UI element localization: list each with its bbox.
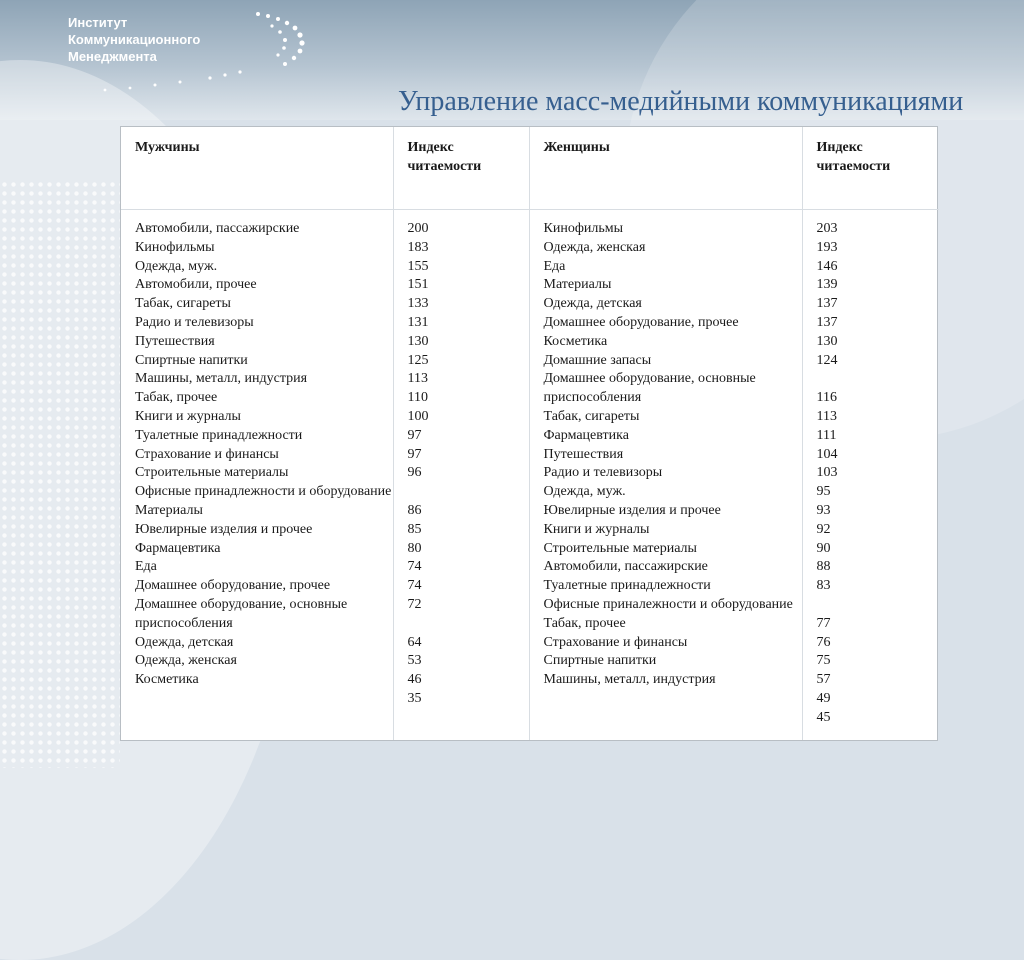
category-cell: Автомобили, пассажирские <box>543 559 708 575</box>
institute-logo <box>68 14 200 65</box>
index-cell: 139 <box>816 277 838 293</box>
category-cell: Домашнее оборудование, прочее <box>135 578 331 594</box>
category-cell: Туалетные принадлежности <box>135 427 303 443</box>
category-cell: Автомобили, прочее <box>135 277 257 293</box>
category-cell: Табак, прочее <box>135 390 218 406</box>
category-cell: Книги и журналы <box>543 521 650 537</box>
index-cell: 83 <box>816 578 831 594</box>
category-cell: Туалетные принадлежности <box>543 578 711 594</box>
table-header-row <box>121 127 939 210</box>
index-cell: 151 <box>407 277 429 293</box>
index-cell: 72 <box>407 596 422 612</box>
index-cell: 93 <box>816 502 831 518</box>
wrap-spacer <box>408 483 529 502</box>
category-cell: Табак, сигареты <box>135 296 231 312</box>
index-cell: 97 <box>407 446 422 462</box>
category-cell: Домашние запасы <box>543 352 652 368</box>
category-cell: Табак, прочее <box>543 615 626 631</box>
category-cell: Путешествия <box>543 446 624 462</box>
index-cell: 35 <box>407 690 422 706</box>
index-cell: 113 <box>816 408 837 424</box>
index-cell: 57 <box>816 672 831 688</box>
category-cell: Домашнее оборудование, прочее <box>543 314 739 330</box>
index-cell: 86 <box>407 502 422 518</box>
wrap-spacer <box>817 370 940 389</box>
index-cell: 130 <box>407 333 429 349</box>
category-cell: Кинофильмы <box>135 239 215 255</box>
men-categories-column <box>121 210 393 741</box>
index-cell: 53 <box>407 653 422 669</box>
category-cell: Одежда, муж. <box>135 258 218 274</box>
category-cell: Домашнее оборудование, основные приспособления <box>543 371 756 406</box>
index-cell: 124 <box>816 352 838 368</box>
category-cell: Автомобили, пассажирские <box>135 221 300 236</box>
category-cell: Путешествия <box>135 333 215 349</box>
men-index-column <box>393 210 529 741</box>
index-cell: 95 <box>816 484 831 500</box>
header-men: Мужчины <box>121 127 393 210</box>
category-cell: Радио и телевизоры <box>135 314 254 330</box>
category-cell: Еда <box>543 258 566 274</box>
index-cell: 100 <box>407 408 429 424</box>
page-title: Управление масс-медийными коммуникациями <box>398 86 964 117</box>
index-cell: 74 <box>407 559 422 575</box>
index-cell: 116 <box>816 390 837 406</box>
women-categories-column <box>529 210 802 741</box>
category-cell: Фармацевтика <box>543 427 629 443</box>
index-cell: 64 <box>407 634 422 650</box>
category-cell: Домашнее оборудование, основные приспособления <box>135 596 348 631</box>
index-cell: 200 <box>407 221 429 236</box>
index-cell: 193 <box>816 239 838 255</box>
table-body-row <box>121 210 939 741</box>
category-cell: Одежда, детская <box>543 296 642 312</box>
category-cell: Косметика <box>135 672 199 688</box>
index-cell: 110 <box>407 390 428 406</box>
category-cell: Табак, сигареты <box>543 408 640 424</box>
logo-line: Коммуникационного <box>68 32 201 47</box>
category-cell: Одежда, женская <box>135 653 237 669</box>
logo-line: Менеджмента <box>68 49 157 64</box>
index-cell: 104 <box>816 446 838 462</box>
category-cell: Одежда, детская <box>135 634 234 650</box>
index-cell: 88 <box>816 559 831 575</box>
readership-table <box>120 126 938 741</box>
index-cell: 113 <box>407 371 428 387</box>
category-cell: Еда <box>135 559 157 575</box>
index-cell: 131 <box>407 314 429 330</box>
index-cell: 137 <box>816 296 838 312</box>
index-cell: 90 <box>816 540 831 556</box>
category-cell: Фармацевтика <box>135 540 221 556</box>
category-cell: Строительные материалы <box>135 465 289 481</box>
index-cell: 137 <box>816 314 838 330</box>
index-cell: 92 <box>816 521 831 537</box>
index-cell: 130 <box>816 333 838 349</box>
index-cell: 183 <box>407 239 429 255</box>
index-cell: 203 <box>816 221 838 236</box>
category-cell: Одежда, женская <box>543 239 646 255</box>
category-cell: Машины, металл, индустрия <box>543 672 716 688</box>
index-cell: 133 <box>407 296 429 312</box>
category-cell: Страхование и финансы <box>135 446 279 462</box>
wrap-spacer <box>817 596 940 615</box>
index-cell: 146 <box>816 258 838 274</box>
category-cell: Одежда, муж. <box>543 484 626 500</box>
index-cell: 111 <box>816 427 837 443</box>
category-cell: Офисные принадлежности и оборудование <box>135 484 392 500</box>
category-cell: Страхование и финансы <box>543 634 688 650</box>
header-index-men: Индекс читаемости <box>393 127 529 210</box>
category-cell: Офисные приналежности и оборудование <box>543 596 793 612</box>
index-cell: 76 <box>816 634 831 650</box>
category-cell: Материалы <box>135 502 203 518</box>
index-cell: 49 <box>816 690 831 706</box>
index-cell: 97 <box>407 427 422 443</box>
header-women: Женщины <box>529 127 802 210</box>
index-cell: 77 <box>816 615 831 631</box>
women-index-column <box>802 210 939 741</box>
index-cell: 155 <box>407 258 429 274</box>
index-cell: 46 <box>407 672 422 688</box>
logo-line: Институт <box>68 15 128 30</box>
index-cell: 45 <box>816 709 831 725</box>
category-cell: Радио и телевизоры <box>543 465 663 481</box>
category-cell: Машины, металл, индустрия <box>135 371 308 387</box>
wrap-spacer <box>408 615 529 634</box>
index-cell: 103 <box>816 465 838 481</box>
category-cell: Кинофильмы <box>543 221 624 236</box>
category-cell: Книги и журналы <box>135 408 241 424</box>
index-cell: 80 <box>407 540 422 556</box>
category-cell: Материалы <box>543 277 612 293</box>
index-cell: 85 <box>407 521 422 537</box>
category-cell: Ювелирные изделия и прочее <box>135 521 313 537</box>
index-cell: 125 <box>407 352 429 368</box>
category-cell: Спиртные напитки <box>543 653 657 669</box>
header-index-women: Индекс читаемости <box>802 127 939 210</box>
dot-pattern <box>0 180 120 768</box>
index-cell: 74 <box>407 578 422 594</box>
index-cell: 96 <box>407 465 422 481</box>
category-cell: Косметика <box>543 333 608 349</box>
category-cell: Ювелирные изделия и прочее <box>543 502 721 518</box>
index-cell: 75 <box>816 653 831 669</box>
category-cell: Спиртные напитки <box>135 352 248 368</box>
category-cell: Строительные материалы <box>543 540 697 556</box>
